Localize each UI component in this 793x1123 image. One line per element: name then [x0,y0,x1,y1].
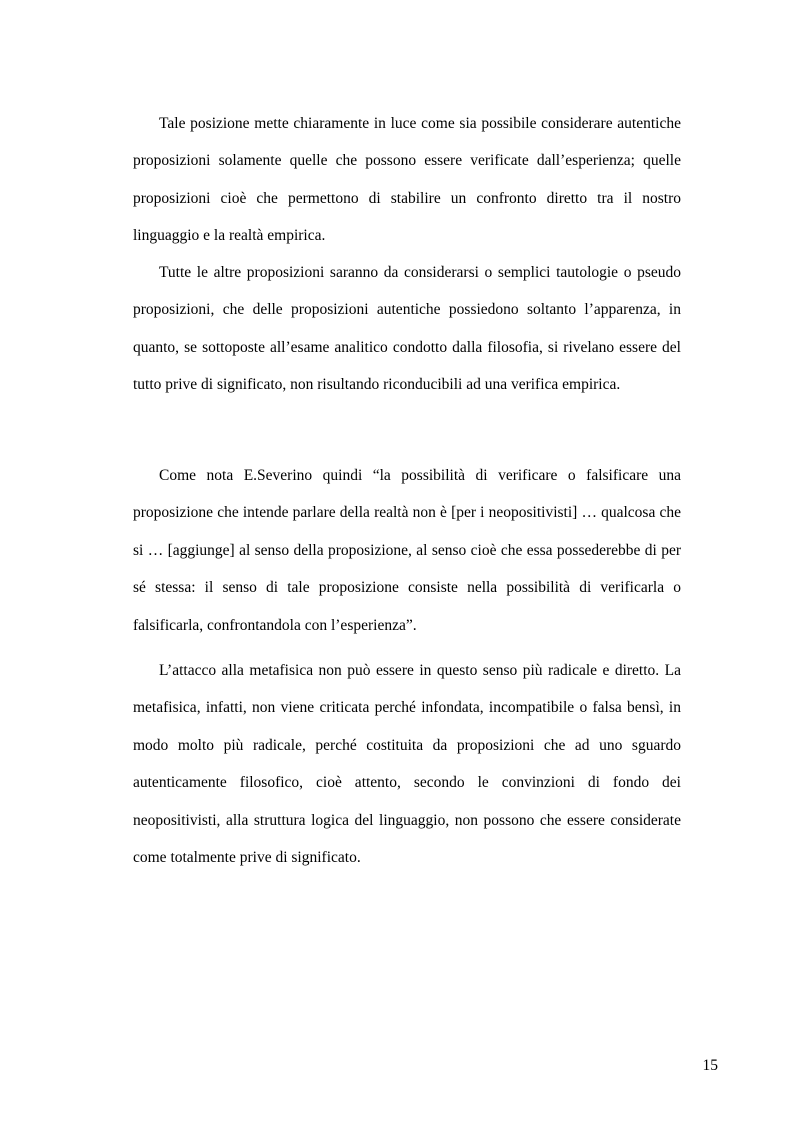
page-number: 15 [702,1057,718,1074]
paragraph-3: Come nota E.Severino quindi “la possibilità di verificare o falsificare una proposizione che intende parlare della realtà non è [per i neopositivisti] … qualcosa che si … [aggiunge] al senso della proposizione, al senso cioè che essa possederebbe di per sé stessa: il senso di tale proposizione consiste nella possibilità di verificarla o falsificarla, confrontandola con l’esperienza”. [133,467,681,634]
paragraph-4: L’attacco alla metafisica non può essere in questo senso più radicale e diretto. La metafisica, infatti, non viene criticata perché infondata, incompatibile o falsa bensì, in modo molto più radicale, perché costituita da proposizioni che ad uno sguardo autenticamente filosofico, cioè attento, secondo le convinzioni di fondo dei neopositivisti, alla struttura logica del linguaggio, non possono che essere considerate come totalmente prive di significato. [133,662,681,867]
paragraph-2: Tutte le altre proposizioni saranno da considerarsi o semplici tautologie o pseudo proposizioni, che delle proposizioni autentiche possiedono soltanto l’apparenza, in quanto, se sottoposte all’esame analitico condotto dalla filosofia, si rivelano essere del tutto prive di significato, non risultando riconducibili ad una verifica empirica. [133,264,681,394]
paragraph-1: Tale posizione mette chiaramente in luce come sia possibile considerare autentiche proposizioni solamente quelle che possono essere verificate dall’esperienza; quelle proposizioni cioè che permettono di stabilire un confronto diretto tra il nostro linguaggio e la realtà empirica. [133,115,681,245]
